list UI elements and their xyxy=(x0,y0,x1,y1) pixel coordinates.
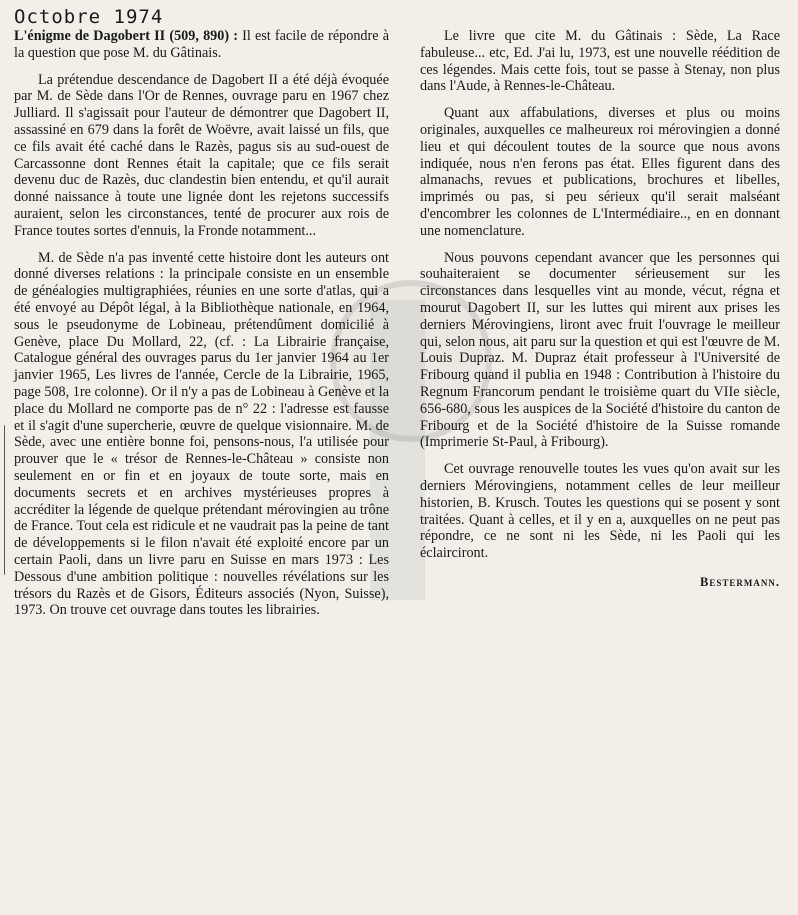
left-paragraph-3: M. de Sède n'a pas inventé cette histoire dont les auteurs ont donné diverses relations : la principale consiste en un ensemble de généalogies multigraphiées, réunies en une sorte d'atlas, qui a été envoyé au Dépôt légal, à la Bibliothèque nationale, en 1964, sous le pseudonyme de Lobineau, prétendûment domicilié à Genève, place Du Mollard, 22, (cf. : La Librairie française, Catalogue général des ouvrages parus du 1er janvier 1964 au 1er janvier 1965, Les livres de l'année, Cercle de la Librairie, 1965, page 508, 1re colonne). Or il n'y a pas de Lobineau à Genève et la place du Mollard ne comporte pas de n° 22 : l'adresse est fausse et il s'agit d'une supercherie, œuvre de quelque visionnaire. M. de Sède, avec une entière bonne foi, pensons-nous, l'a utilisée pour prouver que le « trésor de Rennes-le-Château » consiste non seulement en or fin et en joyaux de toute sorte, mais en documents secrets et en archives mystérieuses propres à accréditer la légende de quelque prétendant mérovingien au trône de France. Tout cela est ridicule et ne vaudrait pas la peine de tant de développements si le filon n'avait été exploité encore par un certain Paoli, dans un livre paru en Suisse en mars 1973 : Les Dessous d'une ambition politique : nouvelles révélations sur les trésors du Razès et de Gisors, Éditeurs associés (Nyon, Suisse), 1973. On trouve cet ouvrage dans toutes les librairies. xyxy=(14,249,389,619)
right-paragraph-2: Quant aux affabulations, diverses et plus ou moins originales, auxquelles ce malheureux roi mérovingien a donné lieu et qui découlent toutes de la source que nous avons indiquée, nous n'en ferons pas état. Elles figurent dans des almanachs, revues et publications, brochures et libelles, imprimés ou pas, si peu sérieux qu'il serait malséant d'encombrer les colonnes de L'Intermédiaire.., en en donnant une nomenclature. xyxy=(420,105,780,239)
left-paragraph-2: La prétendue descendance de Dagobert II a été déjà évoquée par M. de Sède dans l'Or de Rennes, ouvrage paru en 1967 chez Julliard. Il s'agissait pour l'auteur de démontrer que Dagobert II, assassiné en 679 dans la forêt de Woëvre, avait laissé un fils, que ce fils avait été caché dans le Razès, pagus sis au sud-ouest de Carcassonne dont Rennes était la capitale; que ce fils serait devenu duc de Razès, duc clandestin bien entendu, et qu'il aurait donné naissance à toute une lignée dont les rejetons successifs auraient, selon les circonstances, tenté de procurer aux rois de France toutes sortes d'ennuis, la Fronde notamment... xyxy=(14,71,389,239)
page-date-header: Octobre 1974 xyxy=(14,6,164,28)
left-paragraph-1 xyxy=(14,28,389,62)
left-column xyxy=(14,28,389,629)
article-title: L'énigme de Dagobert II (509, 890) : xyxy=(14,28,238,44)
right-paragraph-4: Cet ouvrage renouvelle toutes les vues qu'on avait sur les derniers Mérovingiens, notamment celles de leur meilleur historien, B. Krusch. Toutes les questions qui se posent y sont traitées. Quant à celles, et il y en a, auxquelles on ne peut pas répondre, ce ne sont ni les Sède, ni les Paoli qui les éclairciront. xyxy=(420,461,780,562)
right-column xyxy=(420,28,780,591)
right-paragraph-1: Le livre que cite M. du Gâtinais : Sède, La Race fabuleuse... etc, Ed. J'ai lu, 1973, est une nouvelle réédition de ces légendes. Mais cette fois, tout se passe à Stenay, non plus dans l'Aude, à Rennes-le-Château. xyxy=(420,28,780,95)
author-signature: Bestermann. xyxy=(700,574,780,589)
right-paragraph-3: Nous pouvons cependant avancer que les personnes qui souhaiteraient se documenter sérieusement sur les circonstances dans lesquelles vint au monde, vécut, régna et mourut Dagobert II, sur les luttes qui mirent aux prises les derniers Mérovingiens, liront avec fruit l'ouvrage le meilleur qui, selon nous, ait paru sur la question et qui est l'œuvre de M. Louis Dupraz. M. Dupraz était professeur à l'Université de Fribourg quand il publia en 1948 : Contribution à l'histoire du Regnum Francorum pendant le troisième quart du VIIe siècle, 656-680, sous les auspices de la Société d'histoire du canton de Fribourg et de la Société d'histoire de la Suisse romande (Imprimerie St-Paul, à Fribourg). xyxy=(420,249,780,451)
article-intro: Il est facile de répondre à la question que pose M. du Gâtinais. xyxy=(14,28,389,61)
margin-annotation-mark xyxy=(4,425,7,575)
